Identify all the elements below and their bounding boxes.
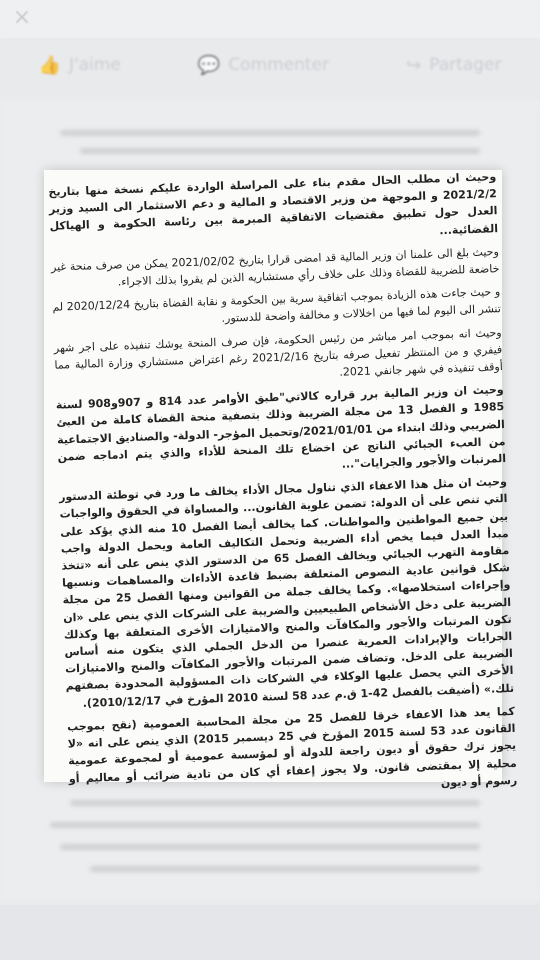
share-label: Partager [429, 55, 502, 75]
like-label: J'aime [68, 55, 121, 75]
paragraph-request: وحيث ان مطلب الحال مقدم بناء على المراسلة الواردة عليكم نسخة منها بتاريخ 2021/2/2 و الموجهة من وزير الاقتصاد و المالية و دعم الاستثمار الى السيد وزير العدل حول تطبيق مقتضيات الاتفاقية المبرمة بين رئاسة الحكومة و الهياكل القضائية... [48, 170, 499, 237]
post-actions-bar [0, 44, 540, 86]
background-text-line [50, 822, 480, 828]
close-icon[interactable]: × [12, 5, 32, 30]
comment-label: Commenter [228, 55, 330, 75]
comment-button[interactable] [198, 55, 329, 76]
paragraph-decision: وحيث بلغ الى علمنا ان وزير المالية قد امضى قرارا بتاريخ 2021/02/02 يمكن من صرف منحة غير خاضعة للضريبة للقضاة وذلك على خلاف رأي مستشاريه الذين لم يقروا بذلك الاجراء. [50, 244, 500, 289]
viewer-top-bar [0, 0, 540, 38]
paragraph-constitution: وحيث ان مثل هذا الاعفاء الذي تناول مجال الأداء يخالف ما ورد في توطئة الدستور التي تنص على أن الدولة: تضمن علوية القانون... والمساواة في الحقوق والواجبات بين جميع المواطنين والمواطنات. كما يخالف أيضا الفصل 10 منه الذي يؤكد على مبدأ العدل فيما يخص أداء الضريبة وتحمل التكاليف العامة ويحمل الدولة واجب مقاومة التهرب الجبائي ويخالف الفصل 65 من الدستور الذي ينص على أنه «تتخذ شكل قوانين عادية النصوص المتعلقة بضبط قاعدة الأداءات والمساهمات ونسبها وإجراءات استخلاصها». وكما يخالف جملة من القوانين ومنها الفصل 25 من مجلة الضريبة على دخل الأشخاص الطبيعيين والضريبة على الشركات الذي ينص على «ان تكون المرتبات والأجور والمكافآت والمنح والامتيازات الأخرى المتعلقة بها وكذلك الجرايات والإيرادات العمرية عنصرا من الدخل الجملي الذي يتكون منه أساس الضريبة على الدخل. وتضاف ضمن المرتبات والأجور المكافآت والمنح والامتيازات الأخرى التي يحصل عليها الوكلاء في الشركات ذات المسؤولية المحدودة بصفتهم تلك.» (أضيفت بالفصل 42-1 ق.م عدد 58 لسنة 2010 المؤرخ في 2010/12/17). [58, 475, 515, 710]
thumb-up-icon: 👍 [38, 54, 61, 76]
paragraph-justification: وحيث ان وزير المالية برر قراره كالاتي"طبق الأوامر عدد 814 و 907و908 لسنة 1985 و الفصل 13 من مجلة الضريبة وذلك بتصفية منحة القضاة كاملة من العبئ الضريبي وذلك ابتداء من 2021/01/01/وتحميل المؤجر- الدولة- والصناديق الاجتماعية من العبء الجبائي الناتج عن اخضاع تلك المنحة للأداء والذي يتم ادماجه ضمن المرتبات والأجور والجرايات"... [55, 383, 507, 471]
document-photo [44, 170, 518, 790]
document-text [48, 168, 518, 810]
paragraph-accounting-code: كما يعد هذا الاعفاء خرقا للفصل 25 من مجلة المحاسبة العمومية (نقح بموجب القانون عدد 53 لسنة 2015 المؤرخ في 25 ديسمبر 2015) الذي ينص على انه «لا يجوز ترك حقوق أو ديون راجعة للدولة أو لمؤسسة عمومية أو لمجموعة عمومية محلية إلا بمقتضى قانون. ولا يجوز إعفاء أي كان من تادية ضرائب أو معاليم أو رسوم أو ديون [66, 704, 518, 790]
paragraph-order: وحيث انه بموجب امر مباشر من رئيس الحكومة، فإن صرف المنحة يوشك تنفيذه على اجر شهر فيفري و من المنتظر تفعيل صرفه بتاريخ 2021/2/16 رغم اعتراض مستشاري وزارة المالية مما أوقف تنفيذه في شهر جانفي 2021. [53, 325, 504, 379]
like-button[interactable] [39, 55, 121, 76]
background-text-line [60, 130, 480, 136]
share-icon: ↪ [406, 54, 422, 76]
background-text-line [80, 148, 480, 154]
share-button[interactable] [406, 55, 501, 76]
viewer-bottom-bar [0, 905, 540, 960]
comment-icon: 💬 [197, 54, 221, 76]
background-text-line [60, 844, 480, 850]
paragraph-agreement: و حيث جاءت هذه الزيادة بموجب اتفاقية سرية بين الحكومة و نقابة القضاة بتاريخ 2020/12/24 لم تنشر الى اليوم لما فيها من اخلالات و مخالفة واضحة للدستور. [52, 285, 502, 326]
background-text-line [90, 866, 480, 872]
